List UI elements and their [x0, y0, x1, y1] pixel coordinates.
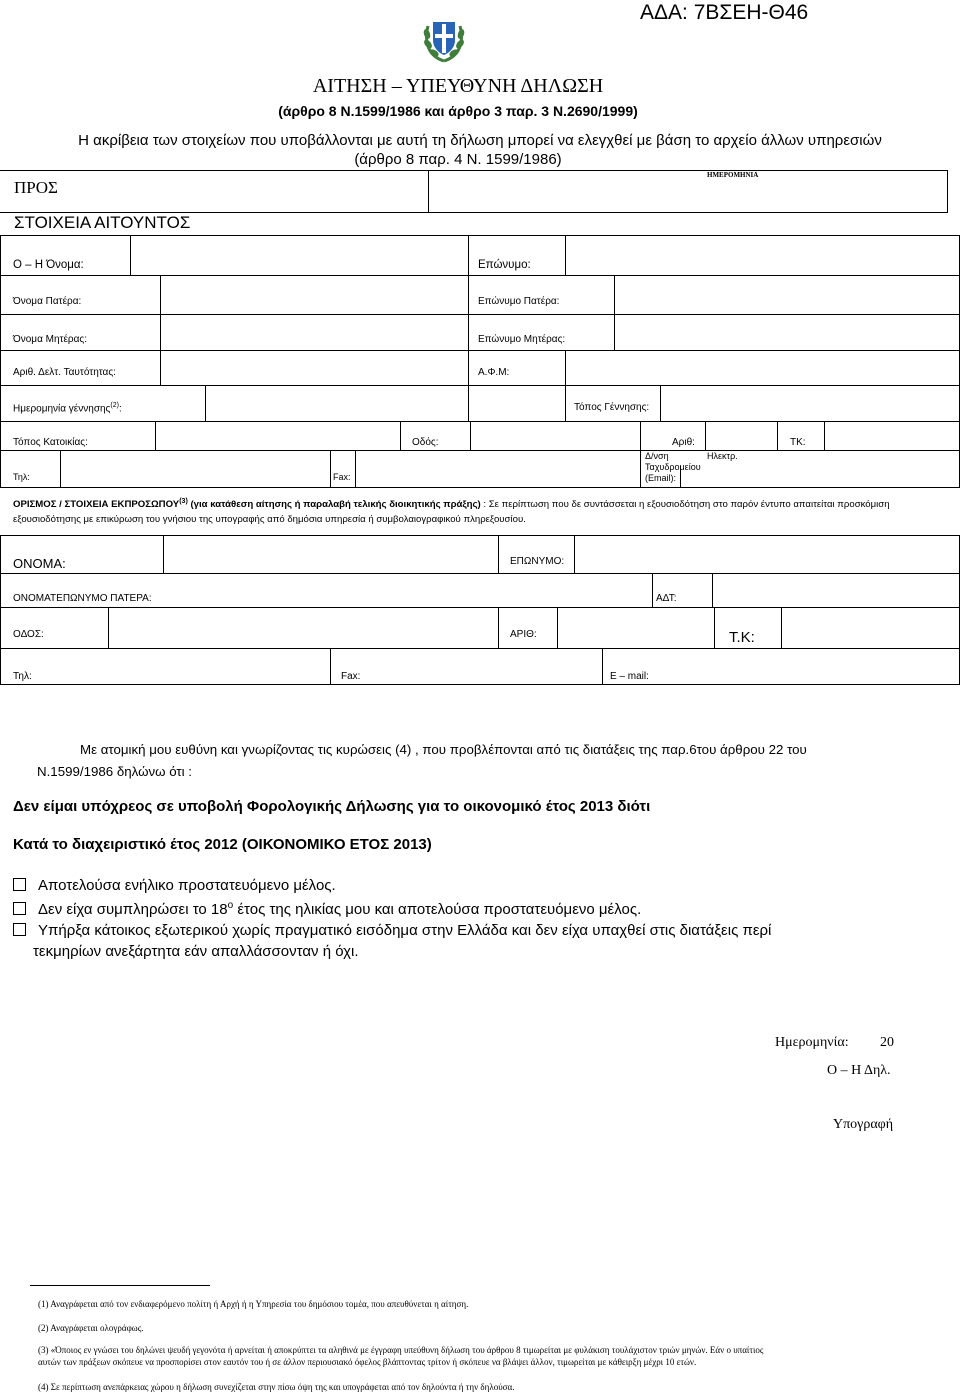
birth-place-label: Τόπος Γέννησης:	[574, 402, 650, 413]
form-subtitle: (άρθρο 8 Ν.1599/1986 και άρθρο 3 παρ. 3 Ν.2690/1999)	[278, 103, 638, 119]
rep-email-field[interactable]	[660, 667, 954, 681]
id-number-field[interactable]	[166, 364, 461, 378]
residence-field[interactable]	[160, 434, 396, 448]
representative-header-note: : Σε περίπτωση που δε συντάσσεται η εξουσιοδότηση στο παρόν έντυπο απαιτείται προσκόμιση εξουσιοδότησης με επικύρωση του γνήσιου της υπογραφής από δημόσια υπηρεσία ή συμβολαιογραφικού πληρεξουσίου.	[13, 499, 890, 526]
option-under-18-label-b: έτος της ηλικίας μου και αποτελούσα προστατευόμενο μέλος.	[233, 901, 642, 918]
date-label: ΗΜΕΡΟΜΗΝΙΑ	[707, 171, 759, 179]
birth-place-field[interactable]	[666, 399, 952, 413]
signature-label: Υπογραφή	[833, 1117, 894, 1132]
birth-date-text: Ημερομηνία γέννησης	[13, 403, 111, 415]
declaration-text-line1: Με ατομική μου ευθύνη και γνωρίζοντας τις κυρώσεις (4) , που προβλέπονται από τις διατάξεις της παρ.6του άρθρου 22 του	[80, 742, 807, 757]
postcode-label: ΤΚ:	[790, 437, 806, 448]
id-number-label: Αριθ. Δελτ. Ταυτότητας:	[13, 367, 116, 378]
fax-label: Fax:	[333, 472, 351, 482]
email-label-line3: (Email):	[645, 473, 676, 483]
afm-label: Α.Φ.Μ:	[478, 367, 510, 378]
father-name-label: Όνομα Πατέρα:	[13, 296, 82, 307]
declaration-text-line2: Ν.1599/1986 δηλώνω ότι :	[37, 764, 192, 779]
rep-email-label: E – mail:	[610, 671, 649, 682]
rep-postcode-field[interactable]	[786, 626, 954, 640]
rep-surname-field[interactable]	[580, 553, 954, 567]
rep-number-label: ΑΡΙΘ:	[510, 629, 537, 640]
greek-state-emblem	[420, 14, 468, 64]
rep-phone-field[interactable]	[40, 667, 325, 681]
phone-field[interactable]	[66, 468, 326, 482]
option-under-18-label-a: Δεν είχα συμπληρώσει το 18	[38, 901, 228, 918]
signature-date-year[interactable]: 20	[880, 1035, 894, 1050]
father-surname-label: Επώνυμο Πατέρα:	[478, 296, 560, 307]
rep-phone-label: Τηλ:	[13, 671, 32, 682]
email-field[interactable]	[686, 468, 954, 482]
rep-name-label: ΟΝΟΜΑ:	[13, 556, 66, 571]
email-label-line1b: Ηλεκτρ.	[707, 451, 738, 461]
option-adult-dependent[interactable]	[13, 877, 336, 894]
street-field[interactable]	[474, 434, 636, 448]
rep-name-field[interactable]	[168, 553, 493, 567]
signature-declarant: Ο – Η Δηλ.	[827, 1063, 891, 1078]
mother-name-label: Όνομα Μητέρας:	[13, 334, 87, 345]
checkbox-icon[interactable]	[13, 923, 26, 936]
checkbox-icon[interactable]	[13, 902, 26, 915]
father-name-field[interactable]	[166, 293, 461, 307]
rep-adt-field[interactable]	[718, 590, 954, 604]
applicant-name-label: Ο – Η Όνομα:	[13, 259, 84, 271]
email-label-line1a: Δ/νση	[645, 451, 669, 461]
birth-date-colon: :	[118, 403, 122, 415]
header-date-field[interactable]	[436, 185, 941, 199]
mother-name-field[interactable]	[166, 331, 461, 345]
checkbox-icon[interactable]	[13, 878, 26, 891]
birth-date-field[interactable]	[211, 399, 561, 413]
option-adult-dependent-label: Αποτελούσα ενήλικο προστατευόμενο μέλος.	[38, 877, 336, 894]
form-title: ΑΙΤΗΣΗ – ΥΠΕΥΘΥΝΗ ΔΗΛΩΣΗ	[312, 75, 604, 97]
residence-label: Τόπος Κατοικίας:	[13, 437, 88, 448]
postcode-field[interactable]	[828, 434, 954, 448]
footnote-2: (2) Αναγράφεται ολογράφως.	[38, 1323, 144, 1333]
rep-number-field[interactable]	[563, 626, 710, 640]
mother-surname-field[interactable]	[620, 331, 952, 345]
applicant-surname-field[interactable]	[572, 256, 952, 270]
ada-code: ΑΔΑ: 7ΒΣΕΗ-Θ46	[640, 1, 809, 24]
rep-father-field[interactable]	[172, 590, 647, 604]
option-abroad-resident-label: Υπήρξα κάτοικος εξωτερικού χωρίς πραγματικό εισόδημα στην Ελλάδα και δεν είχα υπαχθεί στις διατάξεις περί	[38, 922, 772, 939]
afm-field[interactable]	[572, 364, 952, 378]
number-field[interactable]	[710, 434, 774, 448]
rep-street-label: ΟΔΟΣ:	[13, 629, 44, 640]
rep-street-field[interactable]	[114, 626, 494, 640]
applicant-surname-label: Επώνυμο:	[478, 259, 531, 271]
rep-father-label: ΟΝΟΜΑΤΕΠΩΝΥΜΟ ΠΑΤΕΡΑ:	[13, 593, 152, 604]
notice-text: Η ακρίβεια των στοιχείων που υποβάλλονται με αυτή τη δήλωση μπορεί να ελεγχθεί με βάση το αρχείο άλλων υπηρεσιών	[78, 132, 882, 149]
option-abroad-resident-cont: τεκμηρίων ανεξάρτητα εάν απαλλάσσονταν ή όχι.	[33, 943, 359, 960]
mother-surname-label: Επώνυμο Μητέρας:	[478, 334, 566, 345]
rep-surname-label: ΕΠΩΝΥΜΟ:	[510, 556, 565, 567]
fax-field[interactable]	[360, 468, 636, 482]
father-surname-field[interactable]	[620, 293, 952, 307]
footnote-3-line1: (3) «Όποιος εν γνώσει του δηλώνει ψευδή γεγονότα ή αρνείται ή αποκρύπτει τα αληθινά με έγγραφη υπεύθυνη δήλωση του άρθρου 8 τιμωρείται με φυλάκιση τουλάχιστον τριών μηνών. Εάν ο υπαίτιος	[38, 1345, 764, 1355]
representative-header	[13, 494, 953, 527]
applicant-name-field[interactable]	[136, 256, 461, 270]
birth-date-label	[13, 402, 122, 414]
birth-date-footnote-ref: (2)	[110, 402, 119, 409]
option-under-18[interactable]	[13, 900, 641, 918]
representative-header-purpose: (για κατάθεση αίτησης ή παραλαβή τελικής διοικητικής πράξης)	[187, 499, 481, 511]
footnote-1: (1) Αναγράφεται από τον ενδιαφερόμενο πολίτη ή Αρχή ή η Υπηρεσία του δημόσιου τομέα, που απευθύνεται η αίτηση.	[38, 1299, 469, 1309]
recipient-label: ΠΡΟΣ	[14, 178, 58, 197]
street-label: Οδός:	[412, 437, 439, 448]
phone-label: Τηλ:	[13, 472, 30, 482]
rep-adt-label: ΑΔΤ:	[656, 593, 677, 604]
representative-footnote-ref: (3)	[179, 498, 188, 505]
rep-postcode-label: Τ.Κ:	[729, 629, 755, 646]
signature-field[interactable]	[760, 1140, 940, 1200]
rep-fax-field[interactable]	[368, 667, 598, 681]
recipient-field[interactable]	[70, 180, 420, 194]
email-label-line2: Ταχυδρομείου	[645, 462, 701, 472]
representative-header-title: ΟΡΙΣΜΟΣ / ΣΤΟΙΧΕΙΑ ΕΚΠΡΟΣΩΠΟΥ	[13, 499, 180, 511]
footnote-4: (4) Σε περίπτωση ανεπάρκειας χώρου η δήλωση συνεχίζεται στην πίσω όψη της και υπογράφεται από τον δηλούντα ή την δηλούσα.	[38, 1382, 515, 1392]
applicant-section-title: ΣΤΟΙΧΕΙΑ ΑΙΤΟΥΝΤΟΣ	[14, 213, 191, 232]
option-abroad-resident[interactable]	[13, 922, 771, 939]
number-label: Αριθ:	[672, 437, 695, 448]
option-under-18-ordinal: ο	[227, 900, 234, 911]
footnote-3-line2: αυτών των πράξεων σκόπευε να προσπορίσει στον εαυτόν του ή σε άλλον περιουσιακό όφελος βλάπτοντας τρίτον ή σκόπευε να βλάψει άλλον, τιμωρείται με κάθειρξη μέχρι 10 ετών.	[38, 1357, 697, 1367]
statement-fiscal-year: Κατά το διαχειριστικό έτος 2012 (ΟΙΚΟΝΟΜΙΚΟ ΕΤΟΣ 2013)	[13, 836, 432, 853]
statement-not-obliged: Δεν είμαι υπόχρεος σε υποβολή Φορολογικής Δήλωσης για το οικονομικό έτος 2013 διότι	[13, 798, 651, 815]
notice-text-law: (άρθρο 8 παρ. 4 Ν. 1599/1986)	[354, 151, 562, 168]
signature-date-label: Ημερομηνία:	[775, 1035, 849, 1050]
rep-fax-label: Fax:	[341, 671, 361, 682]
